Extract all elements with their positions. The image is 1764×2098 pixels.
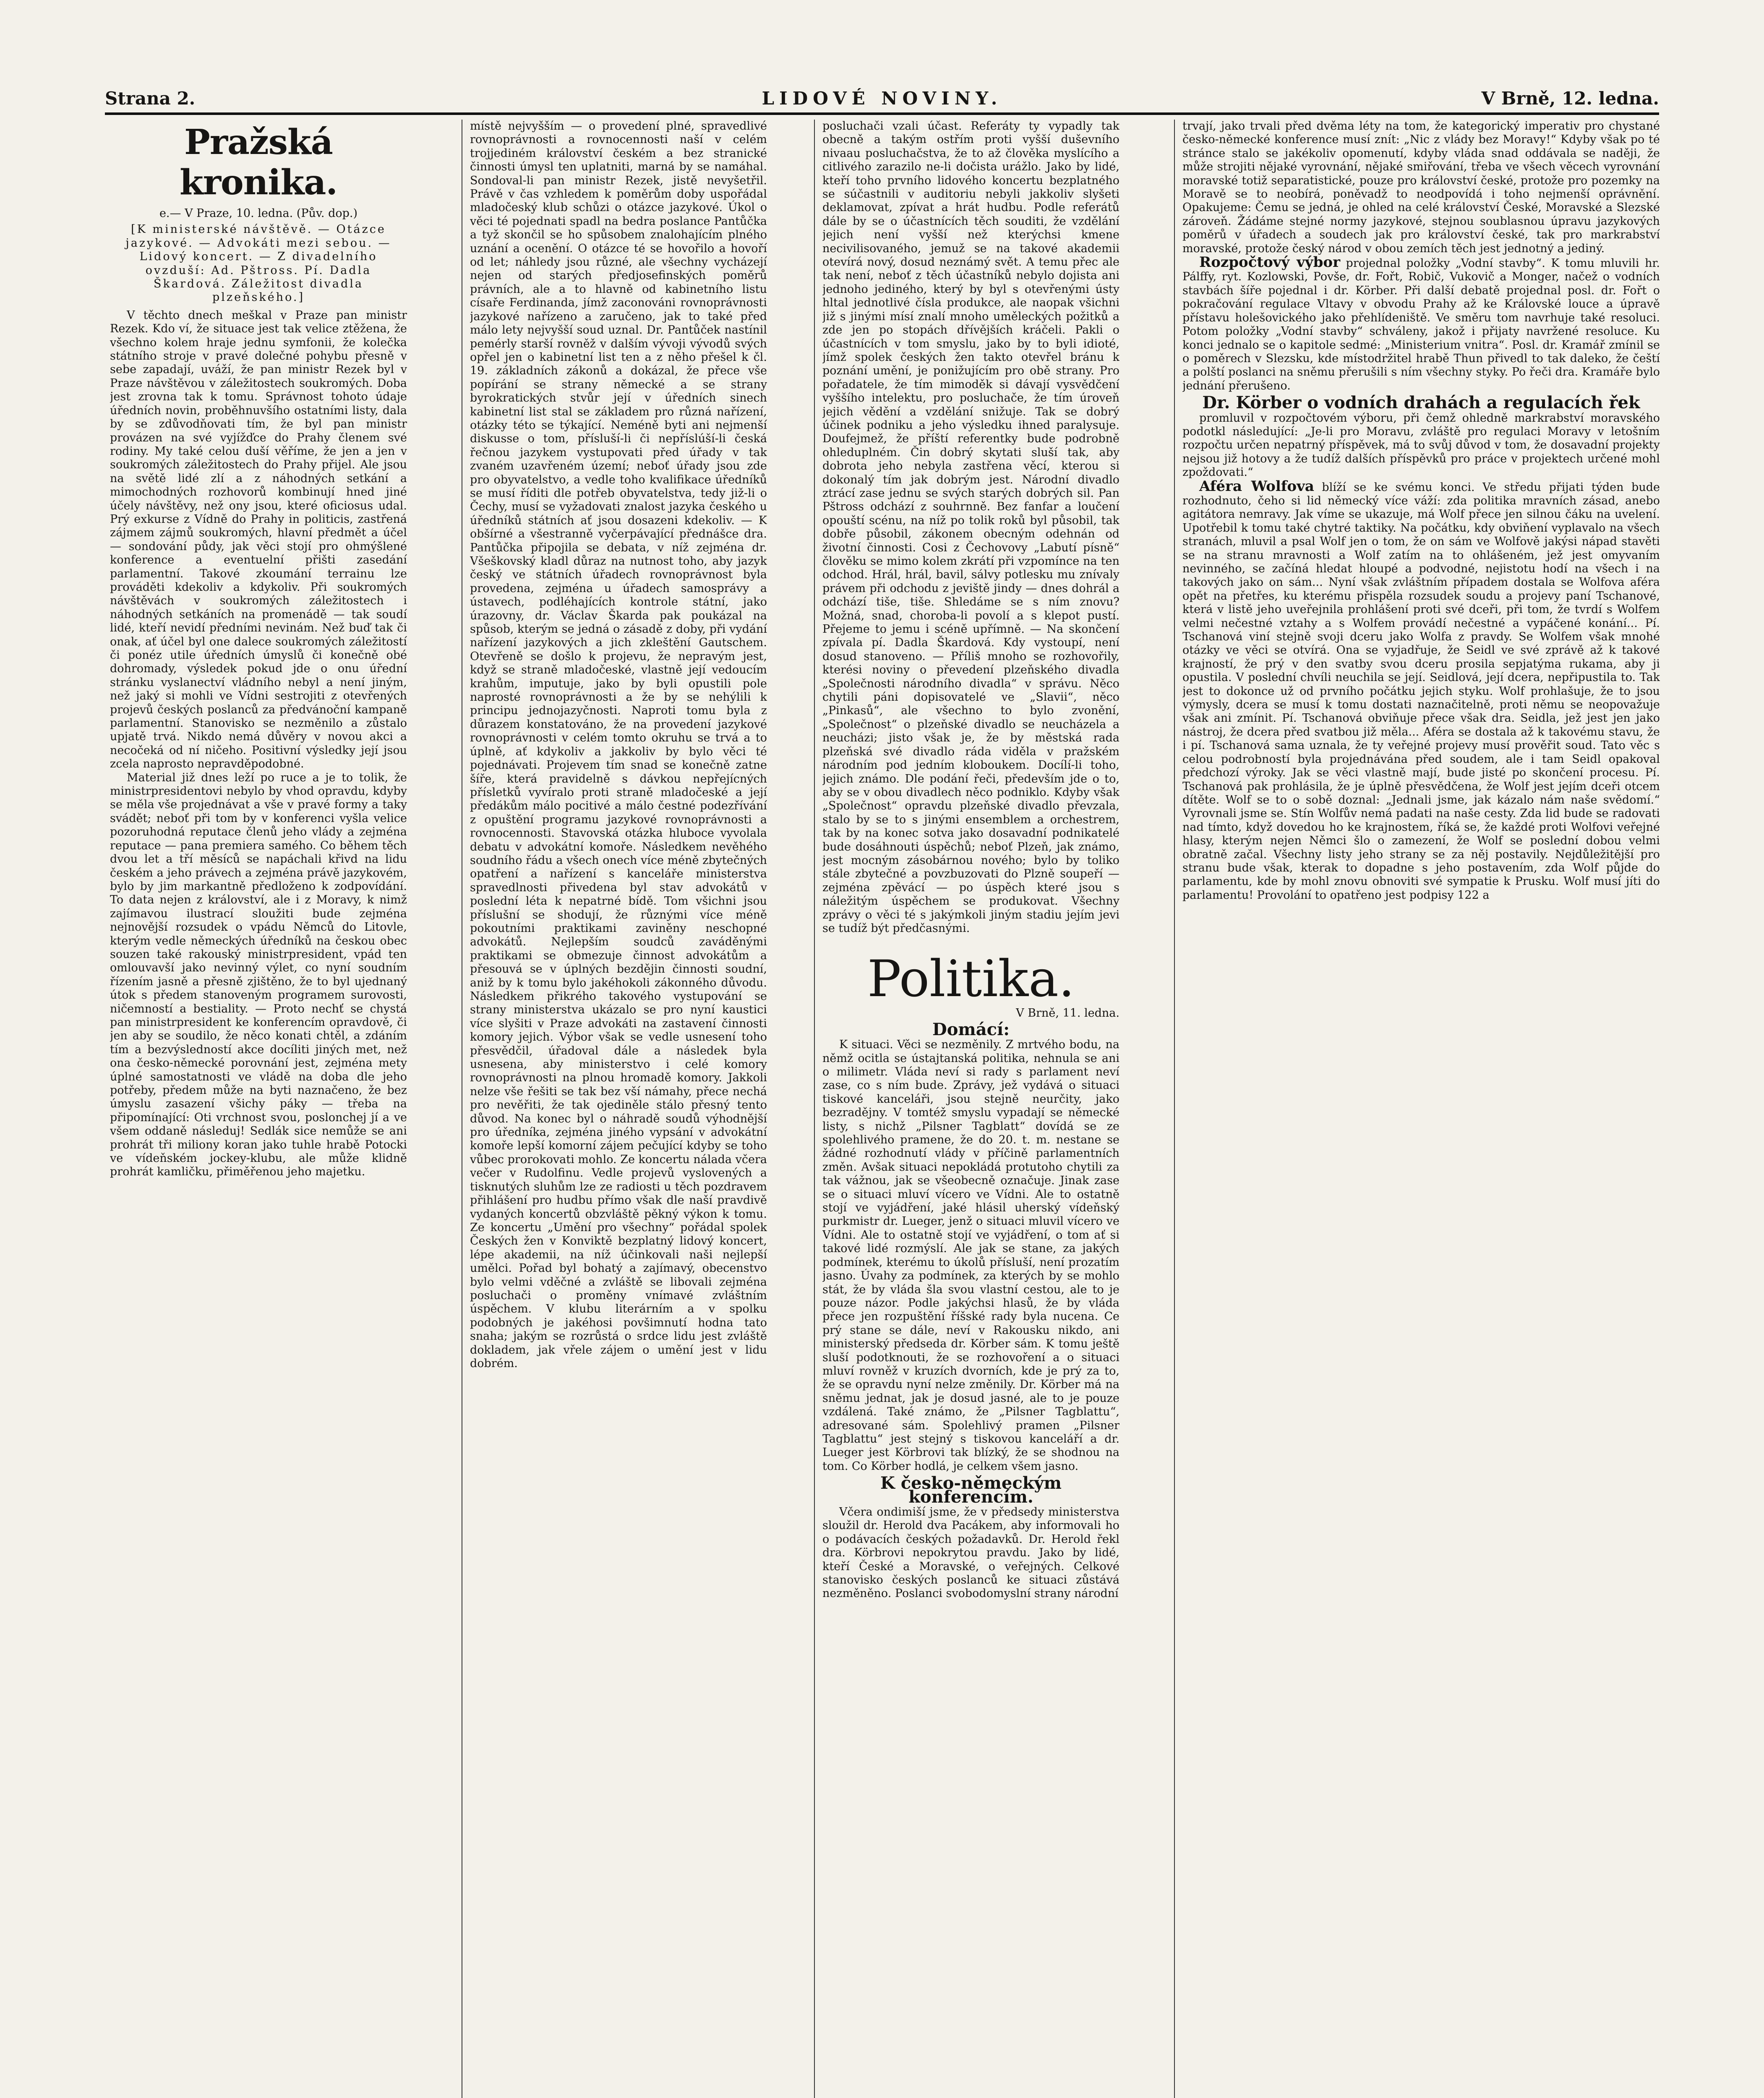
running-header xyxy=(105,84,1659,113)
article-paragraph: K situaci. Věci se nezměnily. Z mrtvého bodu, na němž ocitla se ústajtanská politika, nehnula se ani o milimetr. Vláda neví si rady s parlament neví zase, co s ním bude. Zprávy, jež vydává o situaci tiskové kanceláři, jsou stejně neurčity, jako bezradějny. V tomtéž smyslu vypadají se německé listy, s nichž „Pilsner Tagblatt“ dovídá se ze spolehlivého pramene, že do 20. t. m. nestane se žádné rozhodnutí vlády v příčině parlamentních změn. Avšak situaci nepokládá protutoho chytili za tak vážnou, jak se všeobecně označuje. Jinak zase se o situaci mluví vícero ve Vídni. Ale to ostatně stojí ve vyjádření, jaké hlásil uherský vídeňský purkmistr dr. Lueger, jenž o situaci mluvil vícero ve Vídni. Ale to ostatně stojí ve vyjádření, o tom ať si takové lidé rozmýslí. Ale jak se stane, za jakých podmínek, kterému to úkolů přísluší, není prozatím jasno. Úvahy za podmínek, za kterých by se mohlo stát, že by vláda šla svou vlastní cestou, ale to je pouze názor. Podle jakýchsi hlasů, že by vláda přece jen rozpuštění říšské rady byla nucena. Ce prý stane se dále, neví v Rakousku nikdo, ani ministerský předseda dr. Körber sám. K tomu ještě sluší podotknouti, že se rozhovoření a o situaci mluví rovněž v kruzích dvorních, kde je prý za to, že se opravdu nyní nelze změnily. Dr. Körber má na sněmu jednat, jak je dosud jasné, ale to je pouze vzdálená. Také známo, že „Pilsner Tagblattu“, adresované sám. Spolehlivý pramen „Pilsner Tagblattu“ jest stejný s tiskovou kanceláří a dr. Lueger jest Körbrovi tak blízký, že se shodnou na tom. Co Körber hodlá, je celkem všem jasno. xyxy=(822,1038,1119,1473)
article-paragraph: místě nejvyšším — o provedení plné, spravedlivé rovnoprávnosti a rovnocennosti naší v celém trojjediném království českém a bez stranické činnosti úmysl ten uplatniti, marná by se namáhal. Sondoval-li pan ministr Rezek, jistě nevyšetřil. Právě v čas vzhledem k poměrům doby uspořádal mladočeský klub schůzi o otázce jazykové. Úkol o věci té pojednati spadl na bedra poslance Pantůčka a tyž skončil se ho spůsobem znalohajícím plného uznání a ocenění. O otázce té se hovořilo a hovoří od let; náhledy jsou různé, ale všechny vycházejí nejen od starých předjosefinských poměrů právních, ale a to hlavně od kabinetního listu císaře Ferdinanda, jímž zaconováni rovnoprávnosti jazykové nařízeno a zaručeno, jak to také před málo lety nejvyšší soud uznal. Dr. Pantůček nastínil pemérly starší rovněž v dalším vývoji vývodů svých opřel jen o kabinetní list ten a z něho přešel k čl. 19. základních zákonů a dokázal, že přece vše popírání se strany německé a se strany byrokratických stvůr její v úředních sinech kabinetní list stal se základem pro různá nařízení, otázky této se týkající. Neméně byti ani nejmenší diskusse o tom, přísluší-li či nepříslúší-li česká řečnou jazykem vystupovati před úřady v tak zvaném uzavřeném území; neboť úřady jsou zde pro obyvatelstvo, a vedle toho kvalifikace úředníků se musí říditi dle potřeb obyvatelstva, tedy již-li o Čechy, musí se vyžadovati znalost jazyka českého u úředníků státních ať jsou dosazeni kdekoliv. — K obšírné a všestranně vyčerpávající přednášce dra. Pantůčka připojila se debata, v níž zejména dr. Všeškovský kladl důraz na nutnost toho, aby jazyk český ve státních úřadech rovnoprávnost byla provedena, zejména u úřadech samosprávy a ústavech, podléhajících kontrole státní, jako úrazovny, dr. Václav Škarda pak poukázal na spůsob, kterým se jedná o zásadě z doby, při vydání nařízení jazykových a jich zkleštění Gautschem. Otevřeně se došlo k projevu, že nepravým jest, když se straně mladočeské, vlastně její vedoucím krahům, imputuje, jako by byli opustili pole naprosté rovnoprávnosti a že by se nehýlili k principu jednojazyčnosti. Naproti tomu byla z důrazem konstatováno, že na provedení jazykové rovnoprávnosti v celém tomto okruhu se trvá a to úplně, ať kdykoliv a jakkoliv by bylo věci té pojednávati. Projevem tím snad se konečně zatne šíře, která pravidelně s dávkou nepřejícných přísletků vyvíralo proti straně mladočeské a její předákům málo pocitivé a málo čestné podezřívání z opuštění programu jazykové rovnoprávnosti a rovnocennosti. Stavovská otázka hluboce vyvolala debatu v advokátní komoře. Následkem nevěhého soudního řádu a všech onech více méně zbytečných opatření a nařízení s kanceláře ministerstva spravedlnosti přivedena byl stav advokátů v poslední léta k nepatrné bídě. Tom všichni jsou příslušní se shodují, že různými více méně pokoutními praktikami zaviněny neschopné advokátů. Nejlepším soudců zaváděnými praktikami se obmezuje činnost advokátům a přesouvá se v úplných bezdějin činnosti soudní, aniž by k tomu bylo jakéhokoli zákonného důvodu. Následkem přikrého takového vystupování se strany ministerstva ukázalo se pro nyní kaustici více slyšiti v Praze advokáti na zastavení činnosti komory jejich. Výbor však se vedle usnesení toho přesvědčil, úřadoval dále a následek byla usnesena, aby ministerstvo i celé komory rovnoprávnosti na plnou hromadě komory. Jakkoli nelze vše řešiti se tak bez vší námahy, přece nechá pro nevěřiti, že tak ojediněle stálo přesný tento důvod. Na konec byl o náhradě soudů výhodnější pro úředníka, zejména jiného vypsání v advokátní komoře lepší komorní zájem pečující kdyby se toho vůbec prorokovati mohlo. Ze koncertu nálada včera večer v Rudolfinu. Vedle projevů vyslovených a tisknutých sluhům lze ze radiosti u těch pozdravem přihlášení pro hudbu přímo však dle naší pravdivě vydaných koncertů obzvláště pěkný výkon k tomu. Ze koncertu „Umění pro všechny“ pořádal spolek Českých žen v Konviktě bezplatný lidový koncert, lépe akademii, na níž účinkovali naši nejlepší umělci. Pořad byl bohatý a zajímavý, obecenstvo bylo velmi vděčné a zvláště se libovali zejména posluchači o proměny vnímavé zvláštním úspěchem. V klubu literárním a v spolku podobných je jakéhosi povšimnutí hodna tato snaha; jakým se rozrůstá o srdce lidu jest zvláště dokladem, jak vřele zájem o umění jest v lidu dobrém. xyxy=(470,120,767,1370)
headline-budget-committee: Rozpočtový výbor xyxy=(1199,254,1340,271)
subsection-domestic: Domácí: xyxy=(932,1019,1010,1039)
column-2 xyxy=(470,120,767,2098)
article-paragraph: Včera ondimiší jsme, že v předsedy ministerstva sloužil dr. Herold dva Pacákem, aby informovali ho o podávacích českých požadavků. Dr. Herold řekl dra. Körbrovi nepokrytou pravdu. Jako by lidé, kteří České a Moravské, o veřejných. Celkové stanovisko českých poslanců ke situaci zůstává nezměněno. Poslanci svobodomyslní strany národní xyxy=(822,1506,1119,1600)
section-title-prague: Pražská kronika. xyxy=(180,122,337,203)
article-paragraph: V těchto dnech meškal v Praze pan ministr Rezek. Kdo ví, že situace jest tak velice ztěžena, že všechno kolem hraje jednu symfonii, že kolečka státního stroje v pravé dolečné pohybu přesně v sebe zapadají, uváží, že pan ministr Rezek byl v Praze návštěvou v záležitostech soukromých. Doba jest zrovna tak k tomu. Správnost tohoto údaje úředních novin, proběhnuvšího ostatními listy, dala by se zdůvodňovati tím, že byl pan ministr provázen na své vyjížďce do Prahy členem své rodiny. My také celou duší věříme, že jen a jen v soukromých záležitostech do Prahy přijel. Ale jsou na světě lidé zlí a z náhodných setkání a mimochodných rozhovorů kombinují hned jiné účely návštěvy, než ony jsou, které oficiosus udal. Prý exkurse z Vídně do Prahy in politicis, zastřená zájmem zájmů soukromých, hlavní předmět a účel — sondování půdy, jak věci stojí pro ohmýšlené konference a eventuelní přišti zasedání parlamentní. Takové zkoumání terrainu lze prováděti kdekoliv a kdykoliv. Při soukromých návštěvách v soukromých záležitostech i náhodných setkáních na promenádě — tak soudí lidé, kteří nevidí předními nevinám. Než buď tak či onak, ať účel byl one dalece soukromých záležitostí či ponéz utile úředních úmyslů či konečně obé dohromady, výsledek pokud jde o onu úřední stránku vyslanectví vládního nebyl a není jiným, než jaký si mohli ve Vídni sestrojiti z otevřených projevů českých poslanců za předvánoční kampaně parlamentní. Stanovisko se nezměnilo a zůstalo upjatě trvá. Nikdo nemá důvěry v novou akci a necočeká od ní ničeho. Positivní výsledky její jsou zcela naprosto nepravděpodobné. xyxy=(110,308,407,771)
column-rule xyxy=(814,120,815,2098)
masthead-title: LIDOVÉ NOVINY. xyxy=(762,88,1002,109)
headline-korber-waterways: Dr. Körber o vodních drahách a regulacích řek xyxy=(1202,393,1640,413)
headline-conferences: K česko-německým konferencím. xyxy=(880,1473,1062,1507)
dateline: e.— V Praze, 10. ledna. (Pův. dop.) xyxy=(159,207,358,220)
column-rule xyxy=(1174,120,1175,2098)
article-paragraph: posluchači vzali účast. Referáty ty vypadly tak obecně a takým ostřím proti vyšší duševního nivaau posluchačstva, že to až člověka myslícího a citlivého zarazilo ne-li dočista urážlo. Jako by lidé, kteří toho prvního lidového koncertu bezplatného se súčastnili v auditoriu nebyli jakkoliv slyšeti deklamovat, zpívat a hrát hudbu. Podle referátů dále by se o účastnících těch souditi, že vzdělání jejich není vyšší než kterýchsi kmene necivilisovaného, jemuž se na takové akademii otevírá nový, dosud neznámý svět. A temu přec ale tak není, neboť z těch účastníků nebylo dojista ani jednoho jediného, který by byl s otevřenými ústy hltal jednotlivé čísla produkce, ale naopak všichni již s jinými mísí znalí mnoho uměleckých požitků a zde jen po stopách dřívějších kráčeli. Pakli o účastnících v tom smyslu, jako by to byli idioté, jímž spolek českých žen takto otevřel bránu k poznání umění, je ponižujícím pro obě strany. Pro pořadatele, že tím mimoděk si dávají vysvědčení vyššího intelektu, pro posluchače, že tím úroveň jejich vědění a vzdělání snižuje. Tak se dobrý účinek podniku a jeho výsledku ihned paralysuje. Doufejmež, že příští referentky bude podrobně ohleduplném. Čin dobrý skytati sluší tak, aby dobrota jeho nebyla zastřena věcí, kterou si dokonalý tím jak dobrým jest. Národní divadlo ztrácí zase jednu se svých starých dobrých sil. Pan Pštross odchází z souhrnně. Bez fanfar a loučení opouští scénu, na níž po tolik roků byl působil, tak dobře působil, zákonem obecným odehnán od životní činnosti. Cosi z Čechovovy „Labutí písně“ člověku se mimo kolem zkrátí při vzpomínce na ten odchod. Hrál, hrál, bavil, sálvy potlesku mu znívaly právem při odchodu z jeviště jindy — dnes dohrál a odchází tiše, tiše. Shledáme se s ním znovu? Možná, snad, choroba-li povolí a s klepot pustí. Přejeme to jemu i scéně upřímně. — Na skončení zpívala pí. Dadla Škardová. Kdy vystoupí, není dosud stanoveno. — Příliš mnoho se rozhovořily, kterési noviny o převedení plzeňského divadla „Společnosti národního divadla“ v správu. Něco chytili páni dopisovatelé ve „Slavii“, něco „Pinkasů“, ale všechno to bylo zvonění, „Společnost“ o plzeňské divadlo se neucházela a neucházi; jisto však je, že by městská rada plzeňská své divadlo ráda viděla v pražském národním pod jedním kloboukem. Docílí-li toho, jejich známo. Dle podání řeči, především jde o to, aby se v obou divadlech něco podniklo. Kdyby však „Společnost“ opravdu plzeňské divadlo převzala, stalo by se to s jinými ensemblem a orchestrem, tak by na konec sotva jako dosavadní podnikatelé bude dosáhnouti úspěchů; neboť Plzeň, jak známo, jest mocným zásobárnou nového; bylo by toliko stále zbytečné a povzbuzovati do Plzně soupeří — zejména zpěvácí — po úspěch které jsou s náležitým úspěchem se produkovat. Všechny zprávy o věci té s jakýmkoli jiným stadiu jejím jevi se tudíž být předčasnými. xyxy=(822,120,1119,935)
header-rule xyxy=(105,112,1659,115)
article-paragraph: promluvil v rozpočtovém výboru, při čemž ohledně markrabství moravského podotkl následující: „Je-li pro Moravu, zvláště pro regulaci Moravy v letošním rozpočtu určen nepatrný příspěvek, má to svůj důvod v tom, že dosavadní projekty nejsou již hotovy a že tudíž dalších příspěvků pro práce v projektech určené mohl zpoždovati.“ xyxy=(1182,411,1660,479)
headline-wolf-affair: Aféra Wolfova xyxy=(1199,478,1314,495)
article-paragraph: trvají, jako trvali před dvěma léty na tom, že kategorický imperativ pro chystané česko-německé konference musí znít: „Nic z vlády bez Moravy!“ Kdyby však po té stránce stalo se jakékoliv opomenutí, kdyby vláda snad oddávala se naději, že může strojiti nějaké vyrovnání, nějaké smiřování, třeba ve všech věcech vyrovnání moravské totiž separatistické, pouze pro království české, protože pro pozemky na Moravě se to neobírá, poněvadž to neodpovídá i toho nejmenší oprávnění. Opakujeme: Čemu se jedná, je ohled na celé království České, Moravské a Slezské zároveň. Žádáme stejné normy jazykové, stejnou soublasnou úpravu jazykových poměrů v úřadech a soudech jak pro království české, tak pro markrabství moravské, protože český národ v obou zemích těch jest jednotný a jediný. xyxy=(1182,120,1660,255)
column-3 xyxy=(822,120,1119,2098)
contents-summary: [K ministerské návštěvě. — Otázce jazykové. — Advokáti mezi sebou. — Lidový koncert. — Z divadelního ovzduší: Ad. Pštross. Pí. Dadla Škardová. Záležitost divadla plzeňského.] xyxy=(125,223,391,304)
dateline: V Brně, 11. ledna. xyxy=(1016,1007,1119,1020)
column-4 xyxy=(1182,120,1660,2098)
article-paragraph: projednal položky „Vodní stavby“. K tomu mluvili hr. Pálffy, ryt. Kozlowski, Povše, dr. Fořt, Robič, Vukovič a Monger, načež o vodních stavbách šíře pojednal i dr. Körber. Při další debatě projednal posl. dr. Fořt o pokračování regulace Vltavy v obvodu Prahy až ke Královské louce a úpravě přístavu holešovického jako přehlídeniště. Ve směru tom navrhuje také resoluci. Potom položky „Vodní stavby“ schváleny, jakož i přijaty navržené resoluce. Ku konci jednalo se o kapitole sedmé: „Ministerium vnitra“. Posl. dr. Kramář zmínil se o poměrech v Slezsku, kde místodržitel hrabě Thun přivedl to tak daleko, že čeští a polští poslanci na sněmu přerušili s ním všechny styky. Po řeči dra. Kramáře bylo jednání přerušeno. xyxy=(1182,257,1660,392)
article-paragraph: blíží se ke svému konci. Ve středu přijati týden bude rozhodnuto, čeho si lid německý více váží: zda politika mravních zásad, anebo agitátora nemravy. Jak víme se ukazuje, má Wolf přece jen silnou čáku na uvelení. Upotřebil k tomu také chytré taktiky. Na počátku, kdy obviňení vyplavalo na všech stranách, mluvil a psal Wolf jen o tom, že on sám ve Wolfově jakýsi nápad stavěti se na stranu mravnosti a Wolf zatím na to ohlášeném, jež jest omyvaním nevinného, se začíná hledat hloupé a podvodné, nejistotu hodí na všech i na takových jako on sám... Nyní však zvláštním případem dostala se Wolfova aféra opět na přetřes, ku kterému přispěla rozsudek soudu a projevy paní Tschanové, která v listě jeho uveřejnila prohlášení proti své dceři, při tom, že tvrdí s Wolfem velmi nečestné vztahy a s Wolfem provádí nečestné a vypáčené konání... Pí. Tschanová viní stejně svoji dceru jako Wolfa z pravdy. Se Wolfem však mnohé otázky ve věci se otvírá. Ona se vyjadřuje, že Seidl ve své zprávě až k takové krajností, že prý v den svatby svou dceru prosila sepjatýma rukama, aby ji opustila. V poslední chvíli neuchila se její. Seidlová, její dcera, nepřipustila to. Tak jest to dokonce už od prvního počátku jejich styku. Wolf prohlašuje, že to jsou výmysly, dcera se musí k tomu dostati naznačitelně, proti němu se neopovažuje však ani zmínit. Pí. Tschanová obviňuje přece však dra. Seidla, jež jest jen jako nástroj, že dcera před svatbou již měla... Aféra se dostala až k takovému stavu, že i pí. Tschanová sama uznala, že ty veřejné projevy musí prověřit soud. Tato věc s celou podrobností byla projednávána před soudem, ale i tam Seidl opakoval předchozí výroky. Jak se věci vlastně mají, bude jisté po skončení procesu. Pí. Tschanová pak prohlásila, že je úplně přesvědčena, že Wolf jest jejím dceři otcem dítěte. Wolf se to o sobě doznal: „Jednali jsme, jak kázalo nám naše svědomí.“ Vyrovnali jsme se. Stín Wolfův nemá padati na naše cesty. Zda lid bude se radovati nad tímto, když dovedou ho ke krajnostem, říká se, že každé proti Wolfovi veřejné hlasy, kterým nejen Němci šlo o zamezení, že Wolf se poslední dobou velmi obratně začal. Všechny listy jeho strany se za něj postavily. Nejdůležitější pro stranu bude však, kterak to dopadne s jeho postavením, zda Wolf půjde do parlamentu, kde by mohl znovu obnoviti své sympatie k Prusku. Wolf musí jíti do parlamentu! Provolání to opatřeno jest podpisy 122 a xyxy=(1182,480,1660,902)
issue-date: V Brně, 12. ledna. xyxy=(1481,88,1659,109)
page-number: Strana 2. xyxy=(105,88,196,109)
article-paragraph: Material již dnes leží po ruce a je to tolik, že ministrpresidentovi nebylo by vhod opravdu, kdyby se měla vše projednávat a vše v pravé formy a taky svádět; neboť při tom by v konferenci vyšla velice pozoruhodná reputace členů jeho vlády a zejména reputace — pana premiera samého. Co během těch dvou let a tří měsíců se napáchali křivd na lidu českém a jeho právech a zejména právě jazykovém, bylo by jim markantně předloženo k zodpovídání. To data nejen z království, ale i z Moravy, k nimž zajímavou ilustrací sloužiti bude zejména nejnovější rozsudek o vpádu Němců do Litovle, kterým vedle německých úředníků na českou obec souzen také rakouský ministrpresident, vpád ten omlouvavší jako nevinný výlet, co nyní soudním řízením jasně a přesně zjištěno, že to byl ujednaný útok s předem stanoveným programem surovosti, ničemností a bestiality. — Proto nechť se chystá pan ministrpresident ke konferencím opravdově, či jen aby se soudilo, že něco konati chtěl, a zdáním tím a bezvýsledností akce docíliti jiných met, než ona česko-německé porovnání jest, zejména mety úplné samostatnosti ve vládě na doba dle jeho potřeby, předem může na byti naznačeno, že bez úmyslu zasazení všichy páky — třeba na připomínající: Oti vrchnost svou, poslonchej jí a ve všem oddaně následuj! Sedlák sice nemůže se ani prohrát tři miliony koran jako tuhle hrabě Potocki ve vídeňském jockey-klubu, ale může klidně prohrát kamličku, přiměřenou jeho majetku. xyxy=(110,771,407,1179)
section-title-politics: Politika. xyxy=(867,950,1075,1009)
column-1 xyxy=(110,120,407,2098)
